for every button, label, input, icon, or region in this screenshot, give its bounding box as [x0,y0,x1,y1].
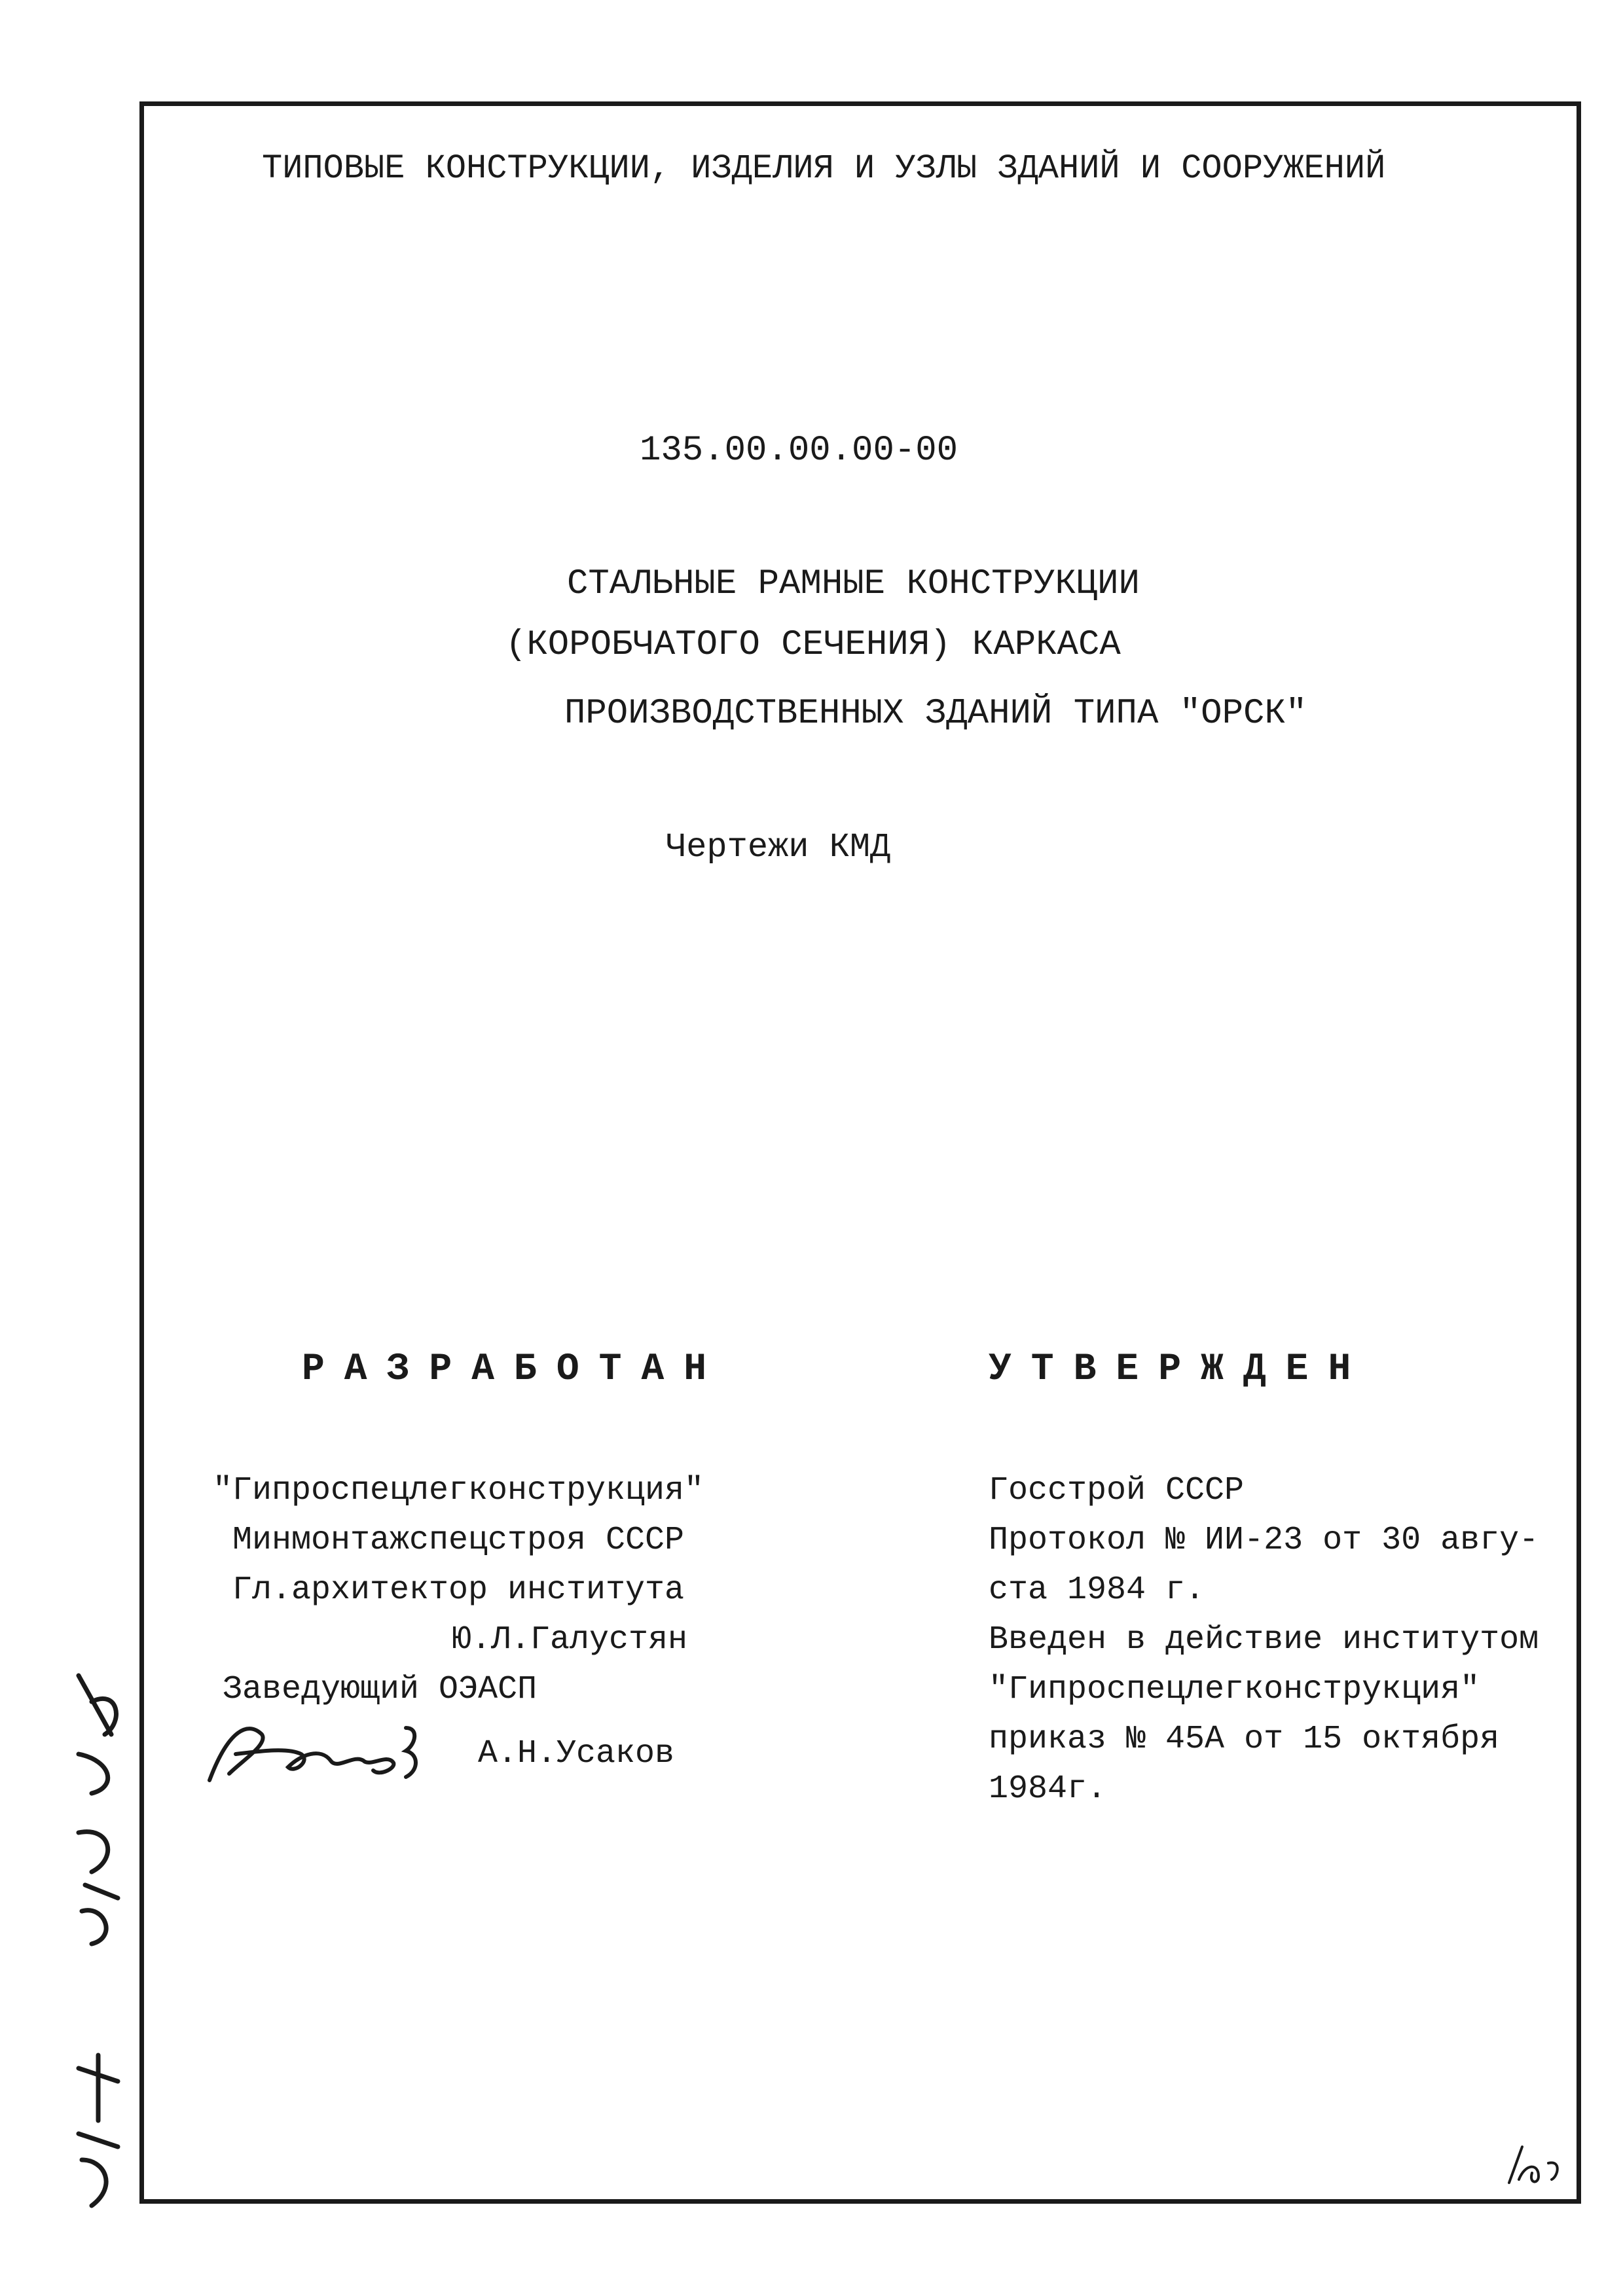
developer-ministry: Минмонтажспецстроя СССР [232,1522,685,1559]
approved-line-7: 1984г. [989,1770,1107,1808]
approved-line-6: приказ № 45А от 15 октября [989,1721,1500,1758]
developed-heading: РАЗРАБОТАН [302,1348,727,1391]
handwritten-corner-mark [1503,2144,1568,2189]
approved-line-5: "Гипроспецлегконструкция" [989,1671,1480,1708]
document-code: 135.00.00.00-00 [640,431,958,471]
handwritten-signature [190,1715,458,1793]
head-name: А.Н.Усаков [478,1735,675,1772]
approved-line-2: Протокол № ИИ-23 от 30 авгу- [989,1522,1539,1559]
drawings-subtitle: Чертежи КМД [666,828,891,867]
developer-org: "Гипроспецлегконструкция" [212,1472,704,1509]
approved-line-1: Госстрой СССР [989,1472,1245,1509]
developed-block [203,1466,714,1793]
title-line-2: (КОРОБЧАТОГО СЕЧЕНИЯ) КАРКАСА [505,625,1121,665]
series-title: ТИПОВЫЕ КОНСТРУКЦИИ, ИЗДЕЛИЯ И УЗЛЫ ЗДАНИЙ И СООРУЖЕНИЙ [262,149,1386,188]
approved-heading: УТВЕРЖДЕН [989,1348,1371,1391]
architect-position: Гл.архитектор института [232,1571,685,1609]
approved-block [989,1466,1539,1814]
title-line-1: СТАЛЬНЫЕ РАМНЫЕ КОНСТРУКЦИИ [567,564,1140,604]
title-line-3: ПРОИЗВОДСТВЕННЫХ ЗДАНИЙ ТИПА "ОРСК" [564,694,1307,734]
architect-name: Ю.Л.Галустян [452,1621,688,1659]
approved-line-3: ста 1984 г. [989,1571,1205,1609]
approved-line-4: Введен в действие институтом [989,1621,1539,1659]
head-position: Заведующий ОЭАСП [223,1671,538,1708]
page-border-frame [139,101,1581,2204]
handwritten-margin-notes [52,1662,144,2225]
head-signature-line [203,1715,714,1793]
